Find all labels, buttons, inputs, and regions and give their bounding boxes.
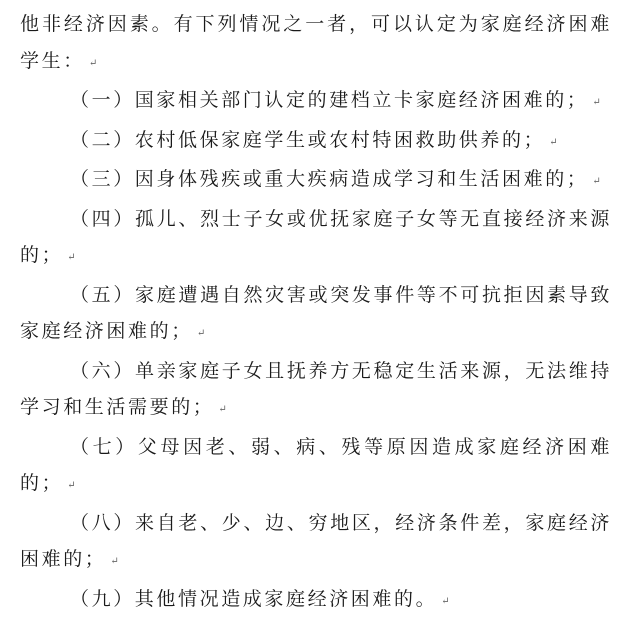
document-body: [20, 6, 612, 620]
list-item-text: （九）其他情况造成家庭经济困难的。: [70, 588, 437, 610]
list-item-text: （四）孤儿、烈士子女或优抚家庭子女等无直接经济来源的；: [20, 208, 612, 267]
paragraph-mark-icon: ↵: [592, 176, 600, 187]
list-item: [20, 353, 612, 429]
intro-paragraph: [20, 6, 612, 82]
list-item: [20, 581, 612, 620]
paragraph-mark-icon: ↵: [197, 328, 205, 339]
list-item: [20, 277, 612, 353]
paragraph-mark-icon: ↵: [67, 480, 75, 491]
list-item: [20, 201, 612, 277]
list-item: [20, 429, 612, 505]
list-item-text: （六）单亲家庭子女且抚养方无稳定生活来源，无法维持学习和生活需要的；: [20, 360, 612, 419]
list-item-text: （二）农村低保家庭学生或农村特困救助供养的；: [70, 129, 545, 151]
list-item: [20, 82, 612, 122]
paragraph-mark-icon: ↵: [67, 252, 75, 263]
list-item-text: （五）家庭遭遇自然灾害或突发事件等不可抗拒因素导致家庭经济困难的；: [20, 284, 612, 343]
list-item: [20, 161, 612, 201]
paragraph-mark-icon: ↵: [218, 404, 226, 415]
paragraph-mark-icon: ↵: [549, 137, 557, 148]
paragraph-mark-icon: ↵: [89, 58, 97, 69]
intro-text: 他非经济因素。有下列情况之一者，可以认定为家庭经济困难学生：: [20, 13, 612, 72]
list-item-text: （七）父母因老、弱、病、残等原因造成家庭经济困难的；: [20, 436, 612, 495]
paragraph-mark-icon: ↵: [441, 596, 449, 607]
list-item: [20, 122, 612, 162]
list-item-text: （三）因身体残疾或重大疾病造成学习和生活困难的；: [70, 168, 588, 190]
paragraph-mark-icon: ↵: [592, 97, 600, 108]
list-item: [20, 505, 612, 581]
list-item-text: （一）国家相关部门认定的建档立卡家庭经济困难的；: [70, 89, 588, 111]
paragraph-mark-icon: ↵: [110, 556, 118, 567]
list-item-text: （八）来自老、少、边、穷地区，经济条件差，家庭经济困难的；: [20, 512, 612, 571]
